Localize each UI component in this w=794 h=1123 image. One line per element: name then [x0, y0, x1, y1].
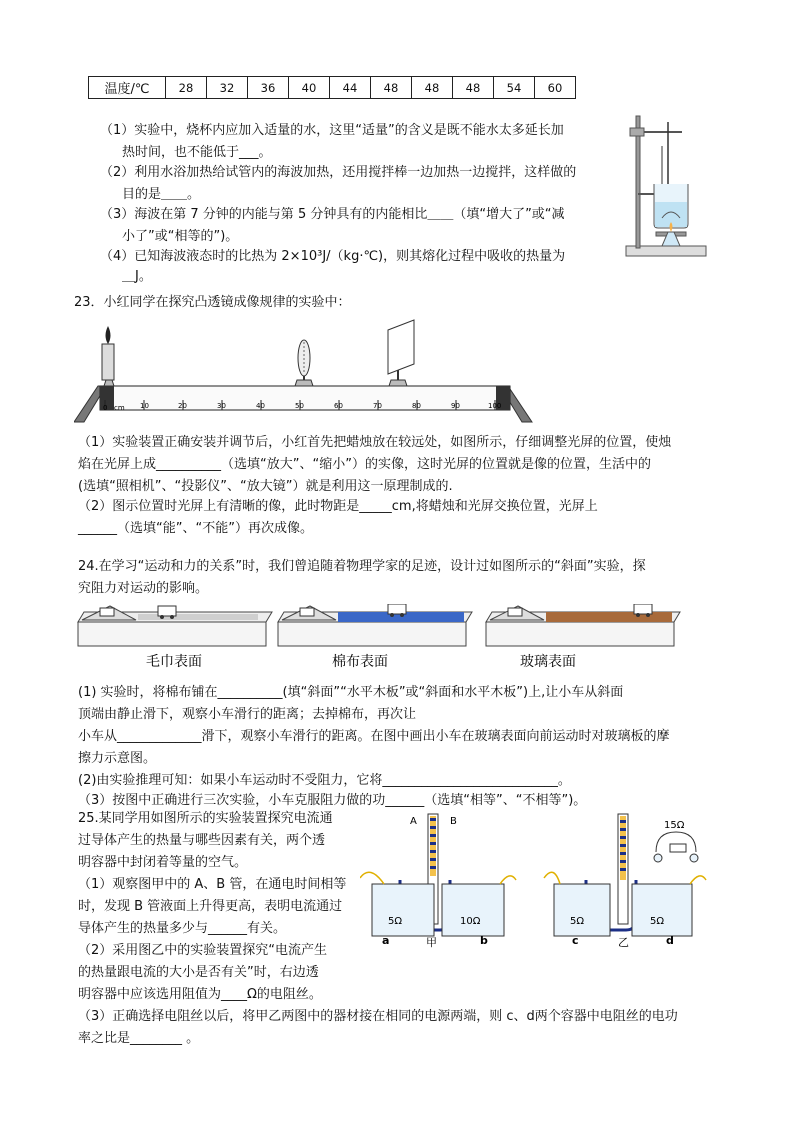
container-a-label: a	[382, 934, 390, 947]
q22-line: （2）利用水浴加热给试管内的海波加热，还用搅拌棒一边加热一边搅拌，这样做的	[100, 165, 577, 180]
q25-line: 明容器中封闭着等量的空气。	[78, 855, 248, 870]
figure-yi	[544, 814, 706, 949]
cotton-surface-panel	[278, 604, 472, 646]
ruler-tick-label: 30	[217, 402, 226, 410]
q25-line: 导体产生的热量多少与______有关。	[78, 921, 287, 936]
incline-experiment-figure	[76, 604, 716, 674]
table-cell: 36	[248, 77, 289, 99]
q24-line: 小车从_____________滑下，观察小车滑行的距离。在图中画出小车在玻璃表面向前运动时对玻璃板的摩	[78, 729, 670, 744]
towel-surface-label: 毛巾表面	[146, 654, 202, 670]
container-b-label: b	[480, 934, 488, 947]
ruler-tick-label: 40	[256, 402, 265, 410]
container-d-label: d	[666, 934, 674, 947]
convex-lens	[295, 340, 313, 386]
ruler-tick-label: 70	[373, 402, 382, 410]
optical-bench-figure	[74, 318, 534, 424]
table-cell: 48	[371, 77, 412, 99]
q24-line: （3）按图中正确进行三次实验，小车克服阻力做的功______（选填“相等”、“不相等”)。	[78, 793, 587, 808]
q24-line: (1) 实验时，将棉布铺在__________(填“斜面”“水平木板”或“斜面和水平木板”)上,让小车从斜面	[78, 685, 624, 700]
table-row	[89, 77, 576, 99]
resistor-c-label: 5Ω	[570, 916, 585, 927]
ruler-tick-label: 80	[412, 402, 421, 410]
ruler-tick-label: 100	[488, 402, 502, 410]
q25-line: 的热量跟电流的大小是否有关”时，右边透	[78, 965, 319, 980]
table-header-cell: 温度/℃	[89, 77, 166, 99]
candle	[102, 326, 114, 386]
q25-line: （3）正确选择电阻丝以后，将甲乙两图中的器材接在相同的电源两端，则 c、d两个容器中电阻丝的电功	[78, 1009, 678, 1024]
q25-line: 过导体产生的热量与哪些因素有关，两个透	[78, 833, 326, 848]
table-cell: 28	[166, 77, 207, 99]
tube-a-label: A	[410, 816, 417, 827]
figure-jia	[360, 814, 516, 949]
q23-line: （1）实验装置正确安装并调节后，小红首先把蜡烛放在较远处，如图所示，仔细调整光屏的位置，使烛	[78, 435, 672, 450]
tube-b-label: B	[450, 816, 457, 827]
table-cell: 48	[412, 77, 453, 99]
cotton-surface-label: 棉布表面	[332, 654, 388, 670]
q25-line: 时，发现 B 管液面上升得更高，表明电流通过	[78, 899, 343, 914]
q25-line: （2）采用图乙中的实验装置探究“电流产生	[78, 943, 328, 958]
q24-line: (2)由实验推理可知：如果小车运动时不受阻力，它将___________________________。	[78, 773, 571, 788]
q24-line: 顶端由静止滑下，观察小车滑行的距离；去掉棉布，再次让	[78, 707, 417, 722]
q24-line: 擦力示意图。	[78, 751, 157, 766]
q22-line: 热时间，也不能低于___。	[122, 145, 272, 160]
ruler-tick-label: 50	[295, 402, 304, 410]
temperature-table	[88, 76, 576, 99]
glass-surface-label: 玻璃表面	[520, 654, 576, 670]
q25-line: （1）观察图甲中的 A、B 管，在通电时间相等	[78, 877, 347, 892]
towel-surface-panel	[78, 606, 272, 646]
q23-line: 焰在光屏上成__________（选填“放大”、“缩小”）的实像，这时光屏的位置就是像的位置，生活中的	[78, 457, 651, 472]
q22-line: （3）海波在第 7 分钟的内能与第 5 分钟具有的内能相比＿＿（填“增大了”或“减	[100, 207, 565, 222]
q23-line: ______（选填“能”、“不能”）再次成像。	[78, 521, 313, 536]
heating-current-figure	[360, 808, 714, 964]
resistor-d-label: 5Ω	[650, 916, 665, 927]
q22-line: （1）实验中，烧杯内应加入适量的水，这里“适量”的含义是既不能水太多延长加	[100, 123, 564, 138]
glass-surface-panel	[486, 604, 680, 646]
ruler-tick-label: 10	[140, 402, 149, 410]
q23-line: (选填“照相机”、“投影仪”、“放大镜”）就是利用这一原理制成的.	[78, 479, 453, 494]
q22-line: （4）已知海波液态时的比热为 2×10³J/（kg·℃)，则其熔化过程中吸收的热量为	[100, 249, 566, 264]
q22-line: 目的是＿＿。	[122, 187, 201, 202]
q24-line: 究阻力对运动的影响。	[78, 581, 209, 596]
ruler-tick-label: 0	[103, 404, 108, 412]
figure-yi-label: 乙	[618, 936, 629, 949]
ruler-tick-label: 90	[451, 402, 460, 410]
table-cell: 54	[494, 77, 535, 99]
container-c-label: c	[572, 934, 579, 947]
figure-jia-label: 甲	[426, 936, 437, 949]
light-screen	[388, 320, 414, 386]
table-cell: 32	[207, 77, 248, 99]
table-cell: 48	[453, 77, 494, 99]
question-22	[100, 118, 620, 288]
resistor-b-label: 10Ω	[460, 916, 481, 927]
table-cell: 44	[330, 77, 371, 99]
heating-apparatus-figure	[622, 106, 710, 264]
q23-line: （2）图示位置时光屏上有清晰的像，此时物距是_____cm,将蜡烛和光屏交换位置，光屏上	[78, 499, 598, 514]
q25-line: 明容器中应该选用阻值为____Ω的电阻丝。	[78, 987, 322, 1002]
table-cell: 40	[289, 77, 330, 99]
q22-line: 小了”或“相等的”)。	[122, 229, 239, 244]
q24-line: 24.在学习“运动和力的关系”时，我们曾追随着物理学家的足迹，设计过如图所示的“斜面”实验，探	[78, 559, 646, 574]
ruler-tick-label: 20	[178, 402, 187, 410]
q25-line: 25.某同学用如图所示的实验装置探究电流通	[78, 811, 333, 826]
external-resistor-label: 15Ω	[664, 820, 685, 831]
ruler-tick-label: 60	[334, 402, 343, 410]
q25-line: 率之比是________ 。	[78, 1031, 200, 1046]
table-cell: 60	[535, 77, 576, 99]
q22-line: ＿J。	[122, 269, 152, 284]
ruler-unit-label: cm	[114, 404, 125, 412]
resistor-a-label: 5Ω	[388, 916, 403, 927]
q23-title: 23．小红同学在探究凸透镜成像规律的实验中：	[74, 295, 351, 310]
